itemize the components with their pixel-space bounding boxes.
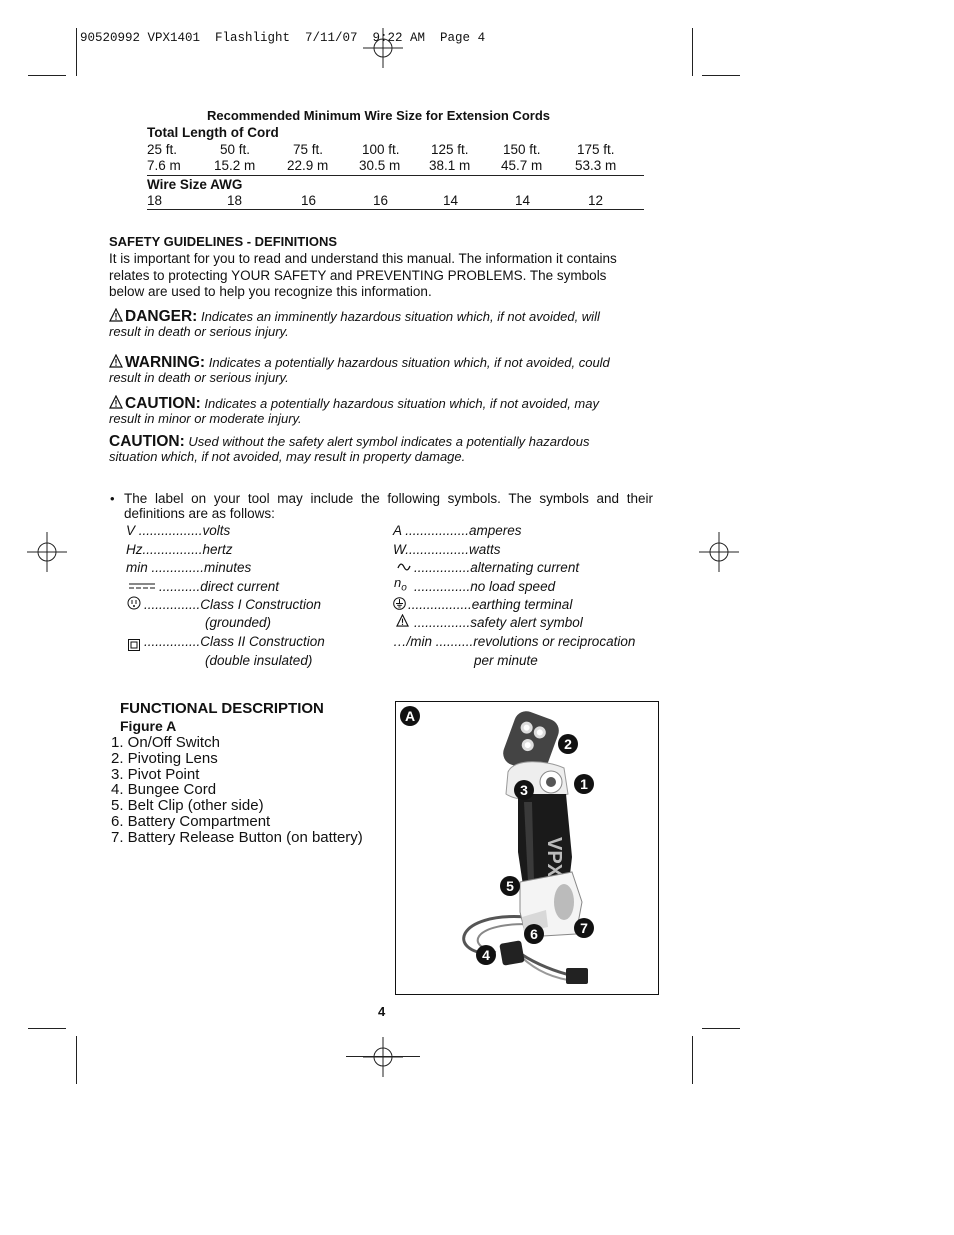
caution-word: CAUTION: (125, 395, 201, 412)
danger-word: DANGER: (125, 308, 198, 325)
registration-mark-bottom-line (346, 1056, 420, 1057)
symbols-intro-line1: The label on your tool may include the following symbols. The symbols and their (124, 491, 653, 506)
feet-row (147, 142, 644, 159)
print-slug: 90520992 VPX1401 Flashlight 7/11/07 9:22 AM Page 4 (80, 31, 486, 45)
functional-list (111, 735, 363, 846)
bullet: • (110, 491, 115, 506)
symbol-direct-current: ...........direct current (159, 579, 280, 594)
callout-3: 3 (514, 780, 534, 800)
callout-1: 1 (574, 774, 594, 794)
table-cell: 16 (301, 193, 317, 208)
list-item: 2. Pivoting Lens (111, 749, 218, 767)
caution-plain-line2: situation which, if not avoided, may result in property damage. (109, 448, 466, 464)
caution-line1: Indicates a potentially hazardous situation which, if not avoided, may (204, 396, 599, 411)
safety-alert-icon (109, 395, 123, 409)
crop-mark-top-left-v (76, 28, 77, 76)
warning-word: WARNING: (125, 354, 206, 371)
length-header: Total Length of Cord (147, 125, 279, 140)
symbols-intro-line2: definitions are as follows: (124, 506, 275, 521)
symbol-earthing-terminal: .................earthing terminal (408, 597, 573, 612)
table-cell: 18 (147, 193, 163, 208)
crop-mark-bottom-right-h (702, 1028, 740, 1029)
crop-mark-bottom-left-v (76, 1036, 77, 1084)
callout-4: 4 (476, 945, 496, 965)
symbol-class-2-sub: (double insulated) (205, 653, 313, 668)
list-item: 3. Pivot Point (111, 765, 200, 783)
table-cell: 14 (515, 193, 531, 208)
symbol-rpm-sub: per minute (474, 653, 538, 668)
class-1-construction-icon (127, 596, 141, 610)
awg-row (147, 193, 644, 210)
registration-mark-left (27, 532, 67, 572)
table-cell: 25 ft. (147, 142, 178, 157)
callout-6: 6 (524, 924, 544, 944)
table-cell: 14 (443, 193, 459, 208)
warning-line1: Indicates a potentially hazardous situation which, if not avoided, could (208, 355, 610, 370)
alternating-current-icon (397, 563, 411, 571)
symbol-amperes: A .................amperes (393, 523, 522, 538)
symbol-alternating-current: ...............alternating current (414, 560, 580, 575)
table-cell: 38.1 m (429, 158, 471, 173)
safety-intro (109, 251, 654, 301)
warning-definition (109, 354, 654, 385)
intro-line: relates to protecting YOUR SAFETY and PREVENTING PROBLEMS. The symbols (109, 267, 607, 283)
symbol-class-1-sub: (grounded) (205, 615, 272, 630)
page-number: 4 (378, 1004, 386, 1019)
table-cell: 18 (227, 193, 243, 208)
list-item: 7. Battery Release Button (on battery) (111, 828, 363, 846)
direct-current-icon (128, 582, 156, 590)
functional-heading: FUNCTIONAL DESCRIPTION (120, 700, 324, 717)
table-cell: 7.6 m (147, 158, 181, 173)
warning-line2: result in death or serious injury. (109, 369, 289, 385)
earthing-terminal-icon (393, 597, 406, 610)
symbol-minutes: min ..............minutes (126, 560, 252, 575)
danger-line2: result in death or serious injury. (109, 323, 289, 339)
symbol-volts: V .................volts (126, 523, 231, 538)
symbol-rpm: …/min ..........revolutions or reciprocation (393, 634, 636, 649)
table-cell: 53.3 m (575, 158, 617, 173)
figure-a (395, 701, 659, 995)
table-rule (147, 175, 644, 176)
crop-mark-top-left-h (28, 75, 66, 76)
intro-line: It is important for you to read and understand this manual. The information it contains (109, 251, 617, 266)
callout-7: 7 (574, 918, 594, 938)
table-rule (147, 209, 644, 210)
registration-mark-bottom (363, 1037, 403, 1077)
danger-definition (109, 308, 654, 339)
symbol-watts: W.................watts (393, 542, 501, 557)
list-item: 1. On/Off Switch (111, 734, 220, 751)
table-cell: 12 (588, 193, 604, 208)
table-cell: 175 ft. (577, 142, 615, 157)
caution-alert-definition (109, 395, 654, 426)
danger-line1: Indicates an imminently hazardous situation which, if not avoided, will (200, 309, 600, 324)
caution-line2: result in minor or moderate injury. (109, 410, 302, 426)
symbol-class-1: ...............Class I Construction (144, 597, 322, 612)
list-item: 5. Belt Clip (other side) (111, 797, 264, 815)
symbol-no-load-speed: ...............no load speed (414, 579, 556, 594)
table-cell: 150 ft. (503, 142, 541, 157)
table-cell: 125 ft. (431, 142, 469, 157)
safety-alert-icon (109, 308, 123, 322)
brand-text: VPX (543, 837, 565, 878)
meters-row (147, 158, 644, 175)
caution-plain-word: CAUTION: (109, 433, 185, 450)
crop-mark-bottom-right-v (692, 1036, 693, 1084)
table-cell: 16 (373, 193, 389, 208)
caution-plain-line1: Used without the safety alert symbol indicates a potentially hazardous (188, 434, 590, 449)
list-item: 6. Battery Compartment (111, 812, 271, 830)
crop-mark-top-right-v (692, 28, 693, 76)
symbol-hertz: Hz................hertz (126, 542, 233, 557)
crop-mark-bottom-left-h (28, 1028, 66, 1029)
table-cell: 100 ft. (362, 142, 400, 157)
flashlight-illustration (396, 702, 658, 994)
class-2-construction-icon (128, 639, 140, 651)
symbol-safety-alert: ...............safety alert symbol (414, 615, 583, 630)
intro-line: below are used to help you recognize this information. (109, 284, 432, 299)
table-cell: 15.2 m (214, 158, 256, 173)
table-cell: 50 ft. (220, 142, 251, 157)
safety-heading: SAFETY GUIDELINES - DEFINITIONS (109, 234, 338, 249)
awg-header: Wire Size AWG (147, 177, 243, 192)
symbol-class-2: ...............Class II Construction (144, 634, 325, 649)
table-cell: 22.9 m (287, 158, 329, 173)
caution-plain-definition (109, 435, 654, 464)
table-cell: 45.7 m (501, 158, 543, 173)
table-cell: 30.5 m (359, 158, 401, 173)
callout-2: 2 (558, 734, 578, 754)
registration-mark-right (699, 532, 739, 572)
figure-corner-label: A (400, 706, 420, 726)
safety-alert-icon (109, 354, 123, 368)
list-item: 4. Bungee Cord (111, 781, 217, 799)
figure-label: Figure A (120, 718, 177, 734)
crop-mark-top-right-h (702, 75, 740, 76)
no-load-speed-icon: $n_o$ (394, 575, 407, 594)
callout-5: 5 (500, 876, 520, 896)
safety-alert-icon (396, 614, 409, 627)
wire-table-title: Recommended Minimum Wire Size for Extension Cords (207, 108, 550, 123)
table-cell: 75 ft. (293, 142, 324, 157)
